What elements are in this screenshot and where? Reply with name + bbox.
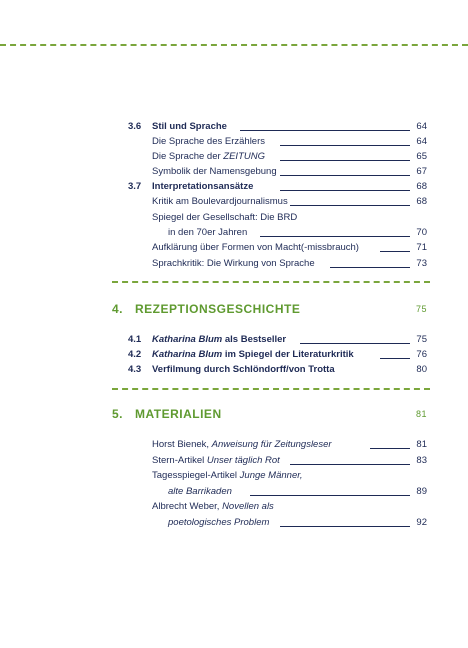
section-number: 3.7: [128, 181, 142, 192]
page-number: 68: [416, 181, 427, 192]
section-title: Katharina Blum als Bestseller: [152, 334, 287, 345]
entry-title: Sprachkritik: Die Wirkung von Sprache: [152, 258, 315, 269]
page-number: 73: [416, 258, 427, 269]
toc-entry-continuation[interactable]: [0, 485, 468, 499]
section-number: 4.3: [128, 364, 142, 375]
page-number: 89: [416, 486, 427, 497]
leader-line: [380, 358, 410, 359]
toc-entry-4-2[interactable]: [0, 348, 468, 362]
page-number: 76: [416, 349, 427, 360]
section-divider: [112, 388, 430, 390]
page-number: 80: [416, 364, 427, 375]
entry-title: Aufklärung über Formen von Macht(-missbrauch): [152, 242, 359, 253]
toc-entry[interactable]: [0, 469, 468, 483]
page-number: 70: [416, 227, 427, 238]
toc-entry-3-6[interactable]: [0, 120, 468, 134]
section-number: 4.2: [128, 349, 142, 360]
leader-line: [280, 160, 410, 161]
leader-line: [280, 526, 410, 527]
page-number: 81: [415, 409, 427, 419]
toc-entry[interactable]: [0, 454, 468, 468]
entry-title: Horst Bienek, Anweisung für Zeitungsleser: [152, 439, 332, 450]
entry-title: Die Sprache des Erzählers: [152, 136, 265, 147]
toc-entry[interactable]: [0, 135, 468, 149]
leader-line: [250, 495, 410, 496]
page-number: 92: [416, 517, 427, 528]
entry-title: Symbolik der Namensgebung: [152, 166, 277, 177]
section-title: Verfilmung durch Schlöndorff/von Trotta: [152, 364, 335, 375]
entry-title: Albrecht Weber, Novellen als: [152, 501, 274, 512]
page-number: 75: [416, 334, 427, 345]
entry-title: Spiegel der Gesellschaft: Die BRD: [152, 212, 298, 223]
leader-line: [260, 236, 410, 237]
toc-entry[interactable]: [0, 257, 468, 271]
toc-entry[interactable]: [0, 195, 468, 209]
entry-title: Kritik am Boulevardjournalismus: [152, 196, 288, 207]
page-number: 71: [416, 242, 427, 253]
entry-title: Tagesspiegel-Artikel Junge Männer,: [152, 470, 303, 481]
section-title: Katharina Blum im Spiegel der Literaturkritik: [152, 349, 354, 360]
chapter-title: REZEPTIONSGESCHICHTE: [135, 302, 301, 316]
chapter-number: 4.: [112, 302, 124, 316]
toc-entry[interactable]: [0, 211, 468, 225]
leader-line: [330, 267, 410, 268]
toc-entry[interactable]: [0, 500, 468, 514]
page-number: 64: [416, 136, 427, 147]
leader-line: [240, 130, 410, 131]
toc-entry-4-1[interactable]: [0, 333, 468, 347]
toc-entry[interactable]: [0, 150, 468, 164]
toc-entry-3-7[interactable]: [0, 180, 468, 194]
chapter-4-heading[interactable]: [0, 300, 468, 318]
section-number: 3.6: [128, 121, 142, 132]
leader-line: [280, 190, 410, 191]
leader-line: [290, 464, 410, 465]
top-divider: [0, 44, 468, 46]
page-number: 75: [415, 304, 427, 314]
chapter-5-heading[interactable]: [0, 405, 468, 423]
entry-title-continued: alte Barrikaden: [168, 486, 232, 497]
leader-line: [280, 175, 410, 176]
toc-entry-continuation[interactable]: [0, 516, 468, 530]
section-title: Stil und Sprache: [152, 121, 227, 132]
leader-line: [280, 145, 410, 146]
leader-line: [290, 205, 410, 206]
chapter-title: MATERIALIEN: [135, 407, 222, 421]
chapter-number: 5.: [112, 407, 124, 421]
entry-title-continued: in den 70er Jahren: [168, 227, 248, 238]
toc-entry[interactable]: [0, 165, 468, 179]
page-number: 81: [416, 439, 427, 450]
page-number: 83: [416, 455, 427, 466]
leader-line: [380, 251, 410, 252]
entry-title: Die Sprache der ZEITUNG: [152, 151, 265, 162]
toc-entry-4-3[interactable]: [0, 363, 468, 377]
section-title: Interpretationsansätze: [152, 181, 254, 192]
toc-entry[interactable]: [0, 438, 468, 452]
entry-title-continued: poetologisches Problem: [168, 517, 270, 528]
entry-title: Stern-Artikel Unser täglich Rot: [152, 455, 280, 466]
toc-entry-continuation[interactable]: [0, 226, 468, 240]
section-divider: [112, 281, 430, 283]
page-number: 65: [416, 151, 427, 162]
leader-line: [370, 448, 410, 449]
page-number: 64: [416, 121, 427, 132]
page-number: 67: [416, 166, 427, 177]
section-number: 4.1: [128, 334, 142, 345]
leader-line: [300, 343, 410, 344]
toc-entry[interactable]: [0, 241, 468, 255]
page-number: 68: [416, 196, 427, 207]
